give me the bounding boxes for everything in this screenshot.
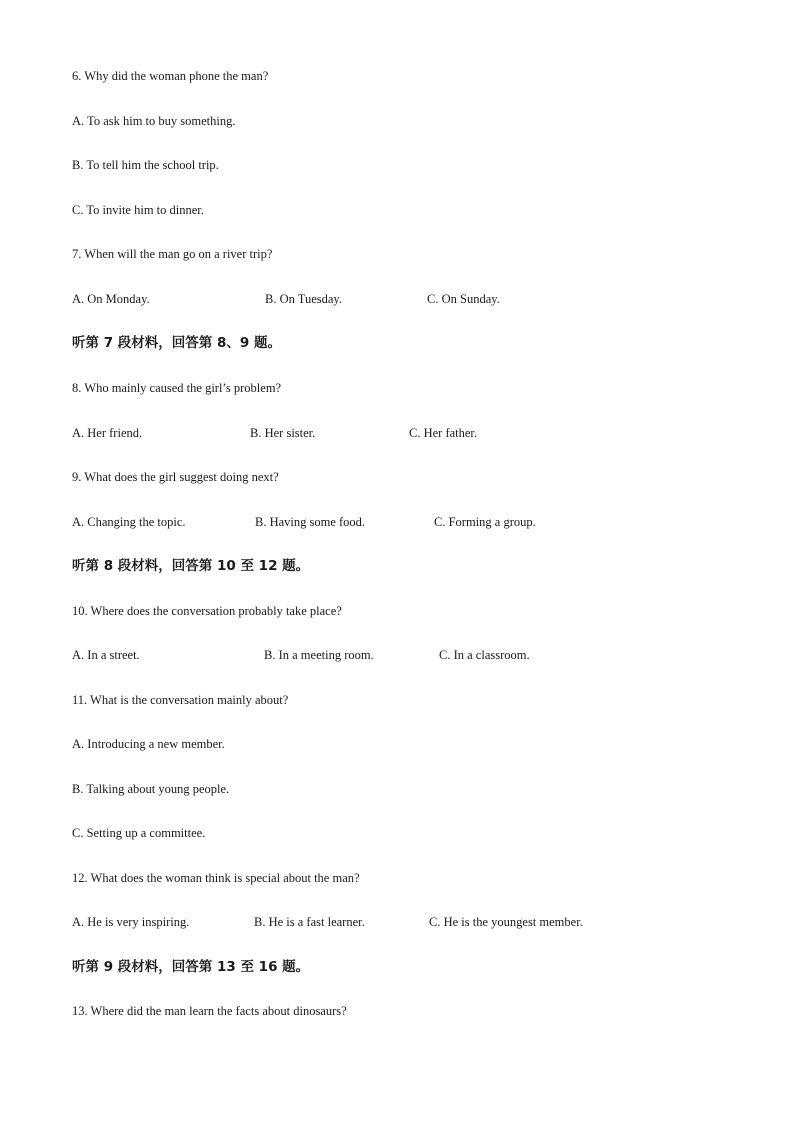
question-9-options [72, 514, 772, 530]
question-6-option-a: A. To ask him to buy something. [72, 114, 236, 128]
question-6-option-c: C. To invite him to dinner. [72, 203, 204, 217]
question-9-option-c: C. Forming a group. [434, 515, 536, 529]
question-12-option-c: C. He is the youngest member. [429, 915, 583, 929]
question-6-option-b: B. To tell him the school trip. [72, 158, 219, 172]
question-12-option-b: B. He is a fast learner. [254, 915, 365, 929]
question-10-options [72, 647, 772, 663]
question-12-option-a: A. He is very inspiring. [72, 915, 190, 929]
question-8-option-c: C. Her father. [409, 426, 478, 440]
question-9: 9. What does the girl suggest doing next? [72, 470, 279, 484]
question-7-option-a: A. On Monday. [72, 292, 150, 306]
question-11-option-a: A. Introducing a new member. [72, 737, 225, 751]
question-10-option-a: A. In a street. [72, 648, 140, 662]
question-7: 7. When will the man go on a river trip? [72, 247, 273, 261]
question-12-options [72, 914, 772, 930]
section-heading-9: 听第 9 段材料，回答第 13 至 16 题。 [72, 959, 310, 975]
question-9-option-a: A. Changing the topic. [72, 515, 186, 529]
question-10-option-c: C. In a classroom. [439, 648, 530, 662]
question-7-options [72, 291, 772, 307]
question-12: 12. What does the woman think is special about the man? [72, 871, 360, 885]
question-6: 6. Why did the woman phone the man? [72, 69, 269, 83]
question-7-option-b: B. On Tuesday. [265, 292, 342, 306]
question-9-option-b: B. Having some food. [255, 515, 366, 529]
section-heading-7: 听第 7 段材料，回答第 8、9 题。 [72, 335, 281, 351]
question-10: 10. Where does the conversation probably take place? [72, 604, 342, 618]
question-8-option-b: B. Her sister. [250, 426, 316, 440]
question-11: 11. What is the conversation mainly about? [72, 693, 289, 707]
question-10-option-b: B. In a meeting room. [264, 648, 374, 662]
question-11-option-b: B. Talking about young people. [72, 782, 230, 796]
question-13: 13. Where did the man learn the facts about dinosaurs? [72, 1004, 347, 1018]
question-8: 8. Who mainly caused the girl’s problem? [72, 381, 282, 395]
question-8-options [72, 425, 772, 441]
question-11-option-c: C. Setting up a committee. [72, 826, 206, 840]
section-heading-8: 听第 8 段材料，回答第 10 至 12 题。 [72, 558, 310, 574]
question-7-option-c: C. On Sunday. [427, 292, 500, 306]
question-8-option-a: A. Her friend. [72, 426, 143, 440]
